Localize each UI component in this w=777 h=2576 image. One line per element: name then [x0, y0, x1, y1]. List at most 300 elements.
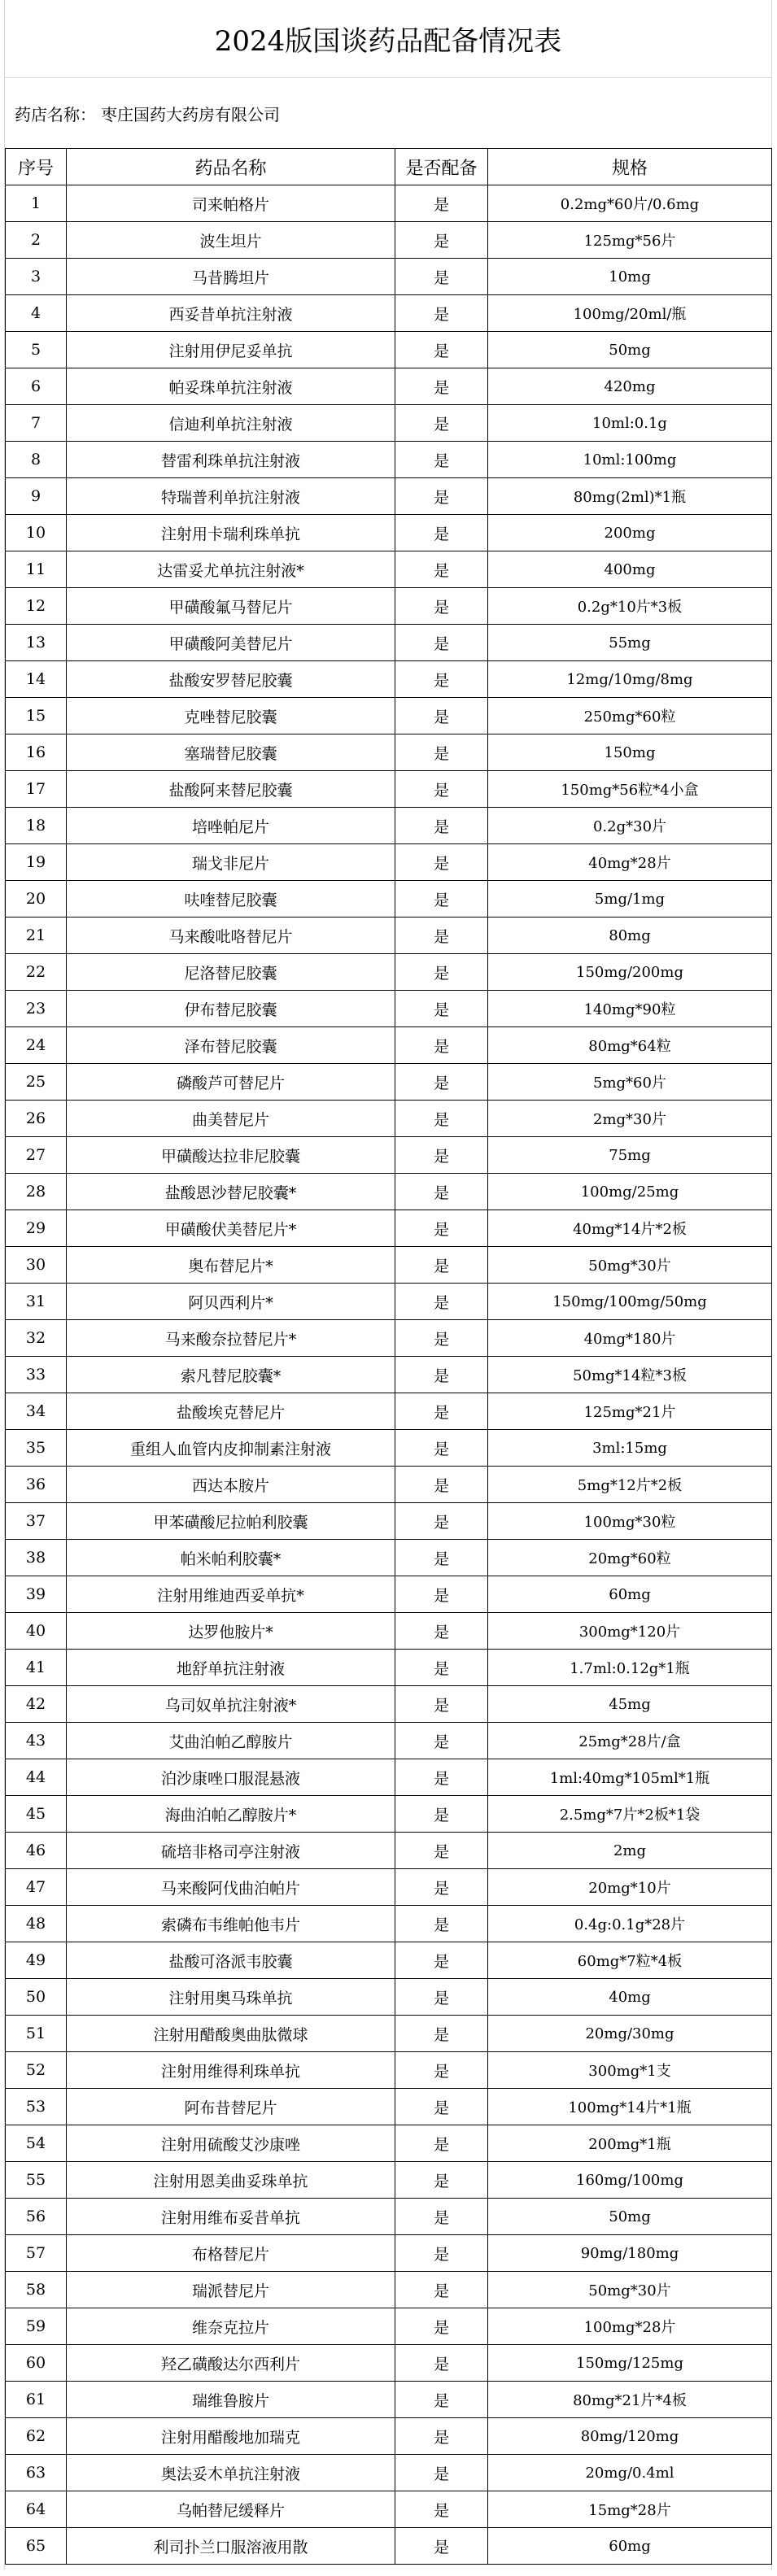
cell-index: 57 — [6, 2235, 67, 2272]
cell-drug-name: 盐酸可洛派韦胶囊 — [67, 1942, 395, 1979]
cell-drug-name: 注射用恩美曲妥珠单抗 — [67, 2162, 395, 2199]
cell-equipped: 是 — [395, 1430, 488, 1467]
table-header-row — [6, 149, 772, 185]
cell-index: 61 — [6, 2382, 67, 2418]
cell-drug-name: 注射用伊尼妥单抗 — [67, 332, 395, 368]
cell-equipped: 是 — [395, 295, 488, 332]
cell-drug-name: 注射用奥马珠单抗 — [67, 1979, 395, 2016]
cell-equipped: 是 — [395, 2162, 488, 2199]
cell-index: 17 — [6, 771, 67, 808]
cell-drug-name: 地舒单抗注射液 — [67, 1650, 395, 1686]
cell-equipped: 是 — [395, 2199, 488, 2235]
cell-spec: 20mg/30mg — [488, 2016, 772, 2052]
cell-index: 65 — [6, 2528, 67, 2565]
cell-equipped: 是 — [395, 1650, 488, 1686]
cell-equipped: 是 — [395, 2052, 488, 2089]
cell-spec: 50mg*14粒*3板 — [488, 1357, 772, 1393]
table-row — [6, 1942, 772, 1979]
header-index: 序号 — [6, 149, 67, 185]
cell-spec: 100mg*14片*1瓶 — [488, 2089, 772, 2125]
cell-spec: 5mg/1mg — [488, 881, 772, 918]
table-row — [6, 2308, 772, 2345]
cell-spec: 150mg/125mg — [488, 2345, 772, 2382]
table-row — [6, 698, 772, 734]
table-row — [6, 2345, 772, 2382]
cell-index: 47 — [6, 1869, 67, 1906]
cell-equipped: 是 — [395, 2455, 488, 2491]
table-row — [6, 734, 772, 771]
table-row — [6, 295, 772, 332]
cell-equipped: 是 — [395, 1613, 488, 1650]
table-row — [6, 1064, 772, 1101]
cell-drug-name: 注射用硫酸艾沙康唑 — [67, 2125, 395, 2162]
cell-spec: 2mg — [488, 1833, 772, 1869]
cell-index: 40 — [6, 1613, 67, 1650]
cell-spec: 100mg*30粒 — [488, 1503, 772, 1540]
cell-drug-name: 司来帕格片 — [67, 185, 395, 222]
cell-equipped: 是 — [395, 1942, 488, 1979]
cell-drug-name: 瑞戈非尼片 — [67, 844, 395, 881]
cell-index: 58 — [6, 2272, 67, 2308]
cell-drug-name: 克唑替尼胶囊 — [67, 698, 395, 734]
cell-equipped: 是 — [395, 2089, 488, 2125]
cell-drug-name: 曲美替尼片 — [67, 1101, 395, 1137]
table-row — [6, 2272, 772, 2308]
table-row — [6, 1393, 772, 1430]
cell-drug-name: 注射用醋酸奥曲肽微球 — [67, 2016, 395, 2052]
cell-spec: 150mg/100mg/50mg — [488, 1284, 772, 1320]
cell-index: 43 — [6, 1723, 67, 1759]
cell-index: 2 — [6, 222, 67, 259]
table-row — [6, 1027, 772, 1064]
cell-index: 7 — [6, 405, 67, 442]
cell-index: 19 — [6, 844, 67, 881]
cell-index: 34 — [6, 1393, 67, 1430]
cell-equipped: 是 — [395, 1320, 488, 1357]
cell-drug-name: 阿贝西利片* — [67, 1284, 395, 1320]
table-row — [6, 332, 772, 368]
cell-equipped: 是 — [395, 1174, 488, 1210]
table-row — [6, 2016, 772, 2052]
table-row — [6, 1906, 772, 1942]
table-row — [6, 2125, 772, 2162]
table-row — [6, 2528, 772, 2565]
table-row — [6, 1833, 772, 1869]
cell-drug-name: 波生坦片 — [67, 222, 395, 259]
cell-index: 18 — [6, 808, 67, 844]
cell-drug-name: 乌帕替尼缓释片 — [67, 2491, 395, 2528]
cell-spec: 50mg — [488, 332, 772, 368]
cell-spec: 125mg*21片 — [488, 1393, 772, 1430]
cell-equipped: 是 — [395, 515, 488, 551]
cell-drug-name: 泊沙康唑口服混悬液 — [67, 1759, 395, 1796]
cell-spec: 2mg*30片 — [488, 1101, 772, 1137]
cell-index: 33 — [6, 1357, 67, 1393]
cell-spec: 40mg*28片 — [488, 844, 772, 881]
cell-index: 53 — [6, 2089, 67, 2125]
cell-spec: 80mg — [488, 918, 772, 954]
cell-drug-name: 马来酸阿伐曲泊帕片 — [67, 1869, 395, 1906]
cell-equipped: 是 — [395, 185, 488, 222]
cell-equipped: 是 — [395, 1759, 488, 1796]
cell-spec: 0.2g*10片*3板 — [488, 588, 772, 625]
cell-index: 55 — [6, 2162, 67, 2199]
cell-equipped: 是 — [395, 991, 488, 1027]
cell-equipped: 是 — [395, 588, 488, 625]
table-row — [6, 1137, 772, 1174]
cell-drug-name: 帕妥珠单抗注射液 — [67, 368, 395, 405]
cell-equipped: 是 — [395, 1503, 488, 1540]
cell-spec: 100mg/20ml/瓶 — [488, 295, 772, 332]
cell-equipped: 是 — [395, 1906, 488, 1942]
table-row — [6, 551, 772, 588]
table-row — [6, 1101, 772, 1137]
cell-index: 60 — [6, 2345, 67, 2382]
table-row — [6, 1503, 772, 1540]
cell-index: 63 — [6, 2455, 67, 2491]
cell-index: 32 — [6, 1320, 67, 1357]
table-row — [6, 1174, 772, 1210]
cell-index: 50 — [6, 1979, 67, 2016]
cell-index: 3 — [6, 259, 67, 295]
table-row — [6, 1210, 772, 1247]
table-row — [6, 368, 772, 405]
cell-drug-name: 索磷布韦维帕他韦片 — [67, 1906, 395, 1942]
cell-index: 10 — [6, 515, 67, 551]
cell-index: 49 — [6, 1942, 67, 1979]
table-row — [6, 2162, 772, 2199]
cell-drug-name: 注射用维迪西妥单抗* — [67, 1576, 395, 1613]
cell-drug-name: 注射用维布妥昔单抗 — [67, 2199, 395, 2235]
table-row — [6, 954, 772, 991]
table-row — [6, 222, 772, 259]
table-row — [6, 259, 772, 295]
cell-index: 46 — [6, 1833, 67, 1869]
cell-spec: 60mg — [488, 1576, 772, 1613]
cell-equipped: 是 — [395, 2272, 488, 2308]
table-row — [6, 771, 772, 808]
cell-spec: 80mg*21片*4板 — [488, 2382, 772, 2418]
cell-drug-name: 乌司奴单抗注射液* — [67, 1686, 395, 1723]
table-row — [6, 1869, 772, 1906]
cell-drug-name: 甲磺酸伏美替尼片* — [67, 1210, 395, 1247]
cell-index: 48 — [6, 1906, 67, 1942]
cell-index: 1 — [6, 185, 67, 222]
cell-drug-name: 呋喹替尼胶囊 — [67, 881, 395, 918]
cell-index: 4 — [6, 295, 67, 332]
cell-drug-name: 重组人血管内皮抑制素注射液 — [67, 1430, 395, 1467]
cell-equipped: 是 — [395, 2345, 488, 2382]
cell-drug-name: 甲磺酸达拉非尼胶囊 — [67, 1137, 395, 1174]
cell-index: 21 — [6, 918, 67, 954]
cell-equipped: 是 — [395, 1027, 488, 1064]
cell-spec: 20mg*60粒 — [488, 1540, 772, 1576]
table-row — [6, 661, 772, 698]
table-row — [6, 1576, 772, 1613]
cell-spec: 10ml:0.1g — [488, 405, 772, 442]
cell-equipped: 是 — [395, 478, 488, 515]
spreadsheet — [4, 0, 772, 2570]
drug-table — [5, 148, 772, 2565]
cell-index: 38 — [6, 1540, 67, 1576]
cell-spec: 0.2g*30片 — [488, 808, 772, 844]
cell-drug-name: 西妥昔单抗注射液 — [67, 295, 395, 332]
cell-spec: 100mg/25mg — [488, 1174, 772, 1210]
cell-index: 23 — [6, 991, 67, 1027]
cell-spec: 80mg/120mg — [488, 2418, 772, 2455]
cell-equipped: 是 — [395, 661, 488, 698]
cell-equipped: 是 — [395, 918, 488, 954]
table-row — [6, 2455, 772, 2491]
cell-drug-name: 盐酸阿来替尼胶囊 — [67, 771, 395, 808]
cell-index: 42 — [6, 1686, 67, 1723]
cell-drug-name: 达雷妥尤单抗注射液* — [67, 551, 395, 588]
cell-spec: 5mg*60片 — [488, 1064, 772, 1101]
cell-drug-name: 泽布替尼胶囊 — [67, 1027, 395, 1064]
cell-drug-name: 马来酸奈拉替尼片* — [67, 1320, 395, 1357]
table-row — [6, 1613, 772, 1650]
table-row — [6, 1686, 772, 1723]
table-row — [6, 2199, 772, 2235]
cell-spec: 45mg — [488, 1686, 772, 1723]
cell-index: 45 — [6, 1796, 67, 1833]
cell-spec: 160mg/100mg — [488, 2162, 772, 2199]
cell-equipped: 是 — [395, 1833, 488, 1869]
cell-equipped: 是 — [395, 2528, 488, 2565]
cell-index: 52 — [6, 2052, 67, 2089]
cell-equipped: 是 — [395, 1284, 488, 1320]
cell-spec: 200mg*1瓶 — [488, 2125, 772, 2162]
cell-drug-name: 注射用卡瑞利珠单抗 — [67, 515, 395, 551]
cell-spec: 150mg — [488, 734, 772, 771]
cell-spec: 75mg — [488, 1137, 772, 1174]
cell-equipped: 是 — [395, 1467, 488, 1503]
table-row — [6, 1320, 772, 1357]
cell-equipped: 是 — [395, 2016, 488, 2052]
cell-spec: 150mg/200mg — [488, 954, 772, 991]
cell-equipped: 是 — [395, 954, 488, 991]
table-row — [6, 185, 772, 222]
cell-spec: 1.7ml:0.12g*1瓶 — [488, 1650, 772, 1686]
cell-spec: 15mg*28片 — [488, 2491, 772, 2528]
cell-index: 44 — [6, 1759, 67, 1796]
store-label: 药店名称： — [15, 104, 96, 124]
cell-equipped: 是 — [395, 1576, 488, 1613]
cell-drug-name: 硫培非格司亭注射液 — [67, 1833, 395, 1869]
cell-index: 12 — [6, 588, 67, 625]
cell-equipped: 是 — [395, 2418, 488, 2455]
cell-spec: 50mg*30片 — [488, 2272, 772, 2308]
cell-drug-name: 注射用醋酸地加瑞克 — [67, 2418, 395, 2455]
table-row — [6, 1650, 772, 1686]
cell-drug-name: 马昔腾坦片 — [67, 259, 395, 295]
cell-index: 8 — [6, 442, 67, 478]
cell-equipped: 是 — [395, 1210, 488, 1247]
table-row — [6, 478, 772, 515]
cell-index: 41 — [6, 1650, 67, 1686]
table-row — [6, 808, 772, 844]
cell-drug-name: 帕米帕利胶囊* — [67, 1540, 395, 1576]
cell-index: 39 — [6, 1576, 67, 1613]
cell-spec: 1ml:40mg*105ml*1瓶 — [488, 1759, 772, 1796]
cell-spec: 20mg*10片 — [488, 1869, 772, 1906]
cell-spec: 420mg — [488, 368, 772, 405]
cell-drug-name: 维奈克拉片 — [67, 2308, 395, 2345]
table-row — [6, 2382, 772, 2418]
cell-spec: 90mg/180mg — [488, 2235, 772, 2272]
cell-equipped: 是 — [395, 625, 488, 661]
cell-equipped: 是 — [395, 734, 488, 771]
cell-spec: 40mg — [488, 1979, 772, 2016]
cell-index: 51 — [6, 2016, 67, 2052]
cell-drug-name: 瑞派替尼片 — [67, 2272, 395, 2308]
cell-index: 15 — [6, 698, 67, 734]
cell-drug-name: 阿布昔替尼片 — [67, 2089, 395, 2125]
cell-drug-name: 利司扑兰口服溶液用散 — [67, 2528, 395, 2565]
cell-drug-name: 艾曲泊帕乙醇胺片 — [67, 1723, 395, 1759]
cell-equipped: 是 — [395, 844, 488, 881]
store-name: 枣庄国药大药房有限公司 — [101, 104, 280, 124]
cell-index: 13 — [6, 625, 67, 661]
table-row — [6, 1467, 772, 1503]
header-equipped: 是否配备 — [395, 149, 488, 185]
cell-index: 59 — [6, 2308, 67, 2345]
table-row — [6, 2052, 772, 2089]
cell-spec: 125mg*56片 — [488, 222, 772, 259]
cell-spec: 2.5mg*7片*2板*1袋 — [488, 1796, 772, 1833]
cell-equipped: 是 — [395, 1137, 488, 1174]
table-row — [6, 2418, 772, 2455]
cell-index: 27 — [6, 1137, 67, 1174]
cell-index: 20 — [6, 881, 67, 918]
cell-spec: 40mg*180片 — [488, 1320, 772, 1357]
cell-equipped: 是 — [395, 2125, 488, 2162]
cell-drug-name: 尼洛替尼胶囊 — [67, 954, 395, 991]
cell-equipped: 是 — [395, 442, 488, 478]
cell-equipped: 是 — [395, 1796, 488, 1833]
header-spec: 规格 — [488, 149, 772, 185]
cell-drug-name: 信迪利单抗注射液 — [67, 405, 395, 442]
cell-equipped: 是 — [395, 1979, 488, 2016]
cell-drug-name: 奥法妥木单抗注射液 — [67, 2455, 395, 2491]
cell-index: 11 — [6, 551, 67, 588]
cell-index: 54 — [6, 2125, 67, 2162]
cell-drug-name: 伊布替尼胶囊 — [67, 991, 395, 1027]
cell-drug-name: 盐酸埃克替尼片 — [67, 1393, 395, 1430]
cell-drug-name: 甲磺酸阿美替尼片 — [67, 625, 395, 661]
cell-drug-name: 磷酸芦可替尼片 — [67, 1064, 395, 1101]
cell-equipped: 是 — [395, 698, 488, 734]
cell-equipped: 是 — [395, 1064, 488, 1101]
cell-drug-name: 盐酸安罗替尼胶囊 — [67, 661, 395, 698]
cell-index: 22 — [6, 954, 67, 991]
cell-spec: 300mg*120片 — [488, 1613, 772, 1650]
cell-equipped: 是 — [395, 1869, 488, 1906]
cell-index: 56 — [6, 2199, 67, 2235]
cell-equipped: 是 — [395, 2235, 488, 2272]
cell-spec: 200mg — [488, 515, 772, 551]
cell-equipped: 是 — [395, 405, 488, 442]
table-row — [6, 2235, 772, 2272]
cell-index: 35 — [6, 1430, 67, 1467]
cell-index: 30 — [6, 1247, 67, 1284]
cell-spec: 12mg/10mg/8mg — [488, 661, 772, 698]
cell-spec: 100mg*28片 — [488, 2308, 772, 2345]
table-row — [6, 2491, 772, 2528]
cell-spec: 400mg — [488, 551, 772, 588]
cell-spec: 60mg*7粒*4板 — [488, 1942, 772, 1979]
cell-equipped: 是 — [395, 1247, 488, 1284]
table-row — [6, 1284, 772, 1320]
cell-drug-name: 培唑帕尼片 — [67, 808, 395, 844]
cell-equipped: 是 — [395, 222, 488, 259]
cell-equipped: 是 — [395, 1357, 488, 1393]
cell-index: 14 — [6, 661, 67, 698]
cell-drug-name: 塞瑞替尼胶囊 — [67, 734, 395, 771]
cell-drug-name: 替雷利珠单抗注射液 — [67, 442, 395, 478]
cell-drug-name: 甲磺酸氟马替尼片 — [67, 588, 395, 625]
cell-spec: 55mg — [488, 625, 772, 661]
cell-spec: 80mg(2ml)*1瓶 — [488, 478, 772, 515]
cell-spec: 10ml:100mg — [488, 442, 772, 478]
cell-spec: 0.2mg*60片/0.6mg — [488, 185, 772, 222]
cell-equipped: 是 — [395, 2491, 488, 2528]
cell-index: 31 — [6, 1284, 67, 1320]
table-row — [6, 1430, 772, 1467]
store-info — [5, 78, 771, 148]
cell-spec: 10mg — [488, 259, 772, 295]
cell-drug-name: 西达本胺片 — [67, 1467, 395, 1503]
cell-index: 5 — [6, 332, 67, 368]
cell-index: 64 — [6, 2491, 67, 2528]
cell-drug-name: 马来酸吡咯替尼片 — [67, 918, 395, 954]
cell-drug-name: 盐酸恩沙替尼胶囊* — [67, 1174, 395, 1210]
table-row — [6, 1759, 772, 1796]
cell-index: 24 — [6, 1027, 67, 1064]
table-row — [6, 625, 772, 661]
table-row — [6, 1540, 772, 1576]
cell-drug-name: 甲苯磺酸尼拉帕利胶囊 — [67, 1503, 395, 1540]
cell-index: 25 — [6, 1064, 67, 1101]
cell-equipped: 是 — [395, 771, 488, 808]
cell-equipped: 是 — [395, 551, 488, 588]
cell-equipped: 是 — [395, 368, 488, 405]
cell-drug-name: 注射用维得利珠单抗 — [67, 2052, 395, 2089]
cell-index: 9 — [6, 478, 67, 515]
cell-spec: 140mg*90粒 — [488, 991, 772, 1027]
cell-equipped: 是 — [395, 1723, 488, 1759]
cell-spec: 150mg*56粒*4小盒 — [488, 771, 772, 808]
table-row — [6, 881, 772, 918]
cell-drug-name: 海曲泊帕乙醇胺片* — [67, 1796, 395, 1833]
table-row — [6, 1247, 772, 1284]
cell-drug-name: 羟乙磺酸达尔西利片 — [67, 2345, 395, 2382]
cell-index: 28 — [6, 1174, 67, 1210]
table-row — [6, 1357, 772, 1393]
cell-equipped: 是 — [395, 2308, 488, 2345]
table-row — [6, 918, 772, 954]
cell-index: 37 — [6, 1503, 67, 1540]
cell-spec: 25mg*28片/盒 — [488, 1723, 772, 1759]
table-row — [6, 588, 772, 625]
cell-drug-name: 瑞维鲁胺片 — [67, 2382, 395, 2418]
cell-equipped: 是 — [395, 1393, 488, 1430]
cell-index: 62 — [6, 2418, 67, 2455]
cell-spec: 0.4g:0.1g*28片 — [488, 1906, 772, 1942]
cell-equipped: 是 — [395, 1540, 488, 1576]
cell-index: 36 — [6, 1467, 67, 1503]
cell-equipped: 是 — [395, 332, 488, 368]
